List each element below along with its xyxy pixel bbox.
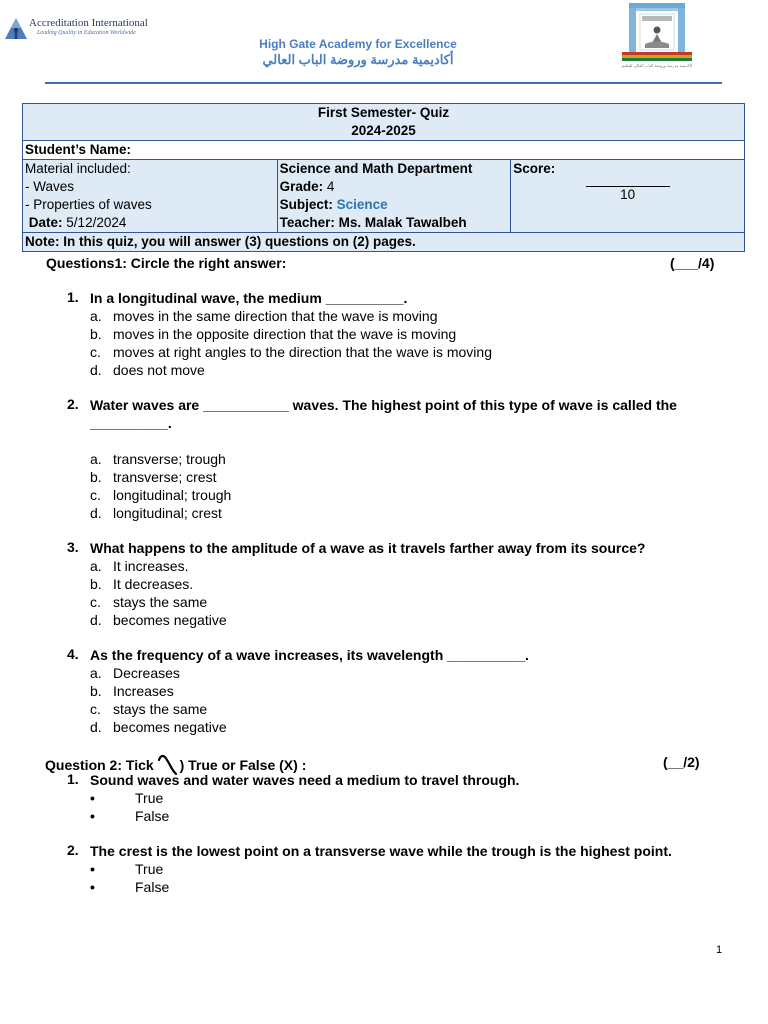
note-cell	[23, 233, 745, 252]
option[interactable]: d. longitudinal; crest	[90, 505, 222, 521]
option-false[interactable]: • False	[90, 879, 170, 895]
option[interactable]: b. transverse; crest	[90, 469, 217, 485]
question-text: Water waves are ___________ waves. The highest point of this type of wave is called the	[90, 397, 677, 413]
option[interactable]: b. It decreases.	[90, 576, 194, 592]
option[interactable]: d. does not move	[90, 362, 205, 378]
accreditation-triangle-icon	[4, 16, 28, 40]
option[interactable]: c. longitudinal; trough	[90, 487, 232, 503]
option[interactable]: c. moves at right angles to the direction that the wave is moving	[90, 344, 492, 360]
header-divider	[45, 82, 722, 84]
school-name	[210, 37, 506, 68]
question-number: 1.	[67, 289, 79, 305]
option[interactable]: b. Increases	[90, 683, 174, 699]
quiz-info-table	[22, 103, 745, 252]
score-label: Score:	[513, 161, 556, 176]
score-total: 10	[586, 186, 670, 203]
school-logo-caption: أكاديمية مدرسة وروضة الباب العالي للتعليم	[621, 63, 693, 68]
department-cell	[277, 160, 511, 233]
material-cell	[23, 160, 278, 233]
grade-label: Grade:	[279, 179, 324, 194]
school-gate-icon	[618, 2, 696, 64]
date-value: 5/12/2024	[66, 215, 127, 230]
material-item: - Waves	[25, 179, 75, 194]
option[interactable]: b. moves in the opposite direction that the wave is moving	[90, 326, 457, 342]
question-text: In a longitudinal wave, the medium __________.	[90, 290, 408, 306]
question-text-continued: __________.	[90, 415, 172, 431]
quiz-title: First Semester- Quiz	[317, 105, 450, 120]
question-number: 2.	[67, 396, 79, 412]
q2-heading-pre: Question 2: Tick	[45, 757, 154, 773]
quiz-title-cell	[23, 104, 745, 141]
question-number: 3.	[67, 539, 79, 555]
option[interactable]: c. stays the same	[90, 594, 208, 610]
q1-marks: (___/4)	[670, 255, 715, 271]
option[interactable]: a. transverse; trough	[90, 451, 226, 467]
accreditation-logo	[4, 14, 154, 44]
quiz-note: Note: In this quiz, you will answer (3) questions on (2) pages.	[25, 234, 416, 249]
accreditation-name: Accreditation International	[29, 17, 148, 29]
option[interactable]: a. Decreases	[90, 665, 180, 681]
option-true[interactable]: • True	[90, 861, 164, 877]
score-cell	[511, 160, 745, 233]
school-name-en: High Gate Academy for Excellence	[259, 37, 457, 51]
date-label: Date:	[28, 215, 63, 230]
page-header	[0, 0, 768, 90]
question-number: 2.	[67, 842, 79, 858]
option[interactable]: a. It increases.	[90, 558, 189, 574]
quiz-year: 2024-2025	[351, 123, 416, 138]
option-false[interactable]: • False	[90, 808, 170, 824]
teacher-name: Teacher: Ms. Malak Tawalbeh	[279, 215, 467, 230]
option[interactable]: d. becomes negative	[90, 719, 227, 735]
question-text: What happens to the amplitude of a wave as it travels farther away from its source?	[90, 540, 646, 556]
option-true[interactable]: • True	[90, 790, 164, 806]
subject-label: Subject:	[279, 197, 333, 212]
grade-value: 4	[326, 179, 335, 194]
q2-heading-post: ) True or False (X) :	[179, 757, 307, 773]
school-logo	[618, 2, 696, 72]
question-number: 1.	[67, 771, 79, 787]
student-name-label: Student’s Name:	[25, 142, 132, 157]
q2-marks: (__/2)	[663, 754, 700, 770]
department-name: Science and Math Department	[279, 161, 473, 176]
option[interactable]: a. moves in the same direction that the wave is moving	[90, 308, 438, 324]
school-name-ar: أكاديمية مدرسة وروضة الباب العالي	[262, 52, 454, 67]
q1-heading: Questions1: Circle the right answer:	[46, 255, 287, 271]
student-name-cell	[23, 141, 745, 160]
material-label: Material included:	[25, 161, 131, 176]
page-number: 1	[716, 944, 723, 956]
question-text: As the frequency of a wave increases, its wavelength __________.	[90, 647, 529, 663]
option[interactable]: c. stays the same	[90, 701, 208, 717]
accreditation-tagline: Leading Quality in Education Worldwide	[37, 30, 136, 36]
question-text: Sound waves and water waves need a medium to travel through.	[90, 772, 520, 788]
subject-value: Science	[336, 197, 388, 212]
option[interactable]: d. becomes negative	[90, 612, 227, 628]
question-number: 4.	[67, 646, 79, 662]
question-text: The crest is the lowest point on a transverse wave while the trough is the highest point.	[90, 843, 672, 859]
material-item: - Properties of waves	[25, 197, 152, 212]
